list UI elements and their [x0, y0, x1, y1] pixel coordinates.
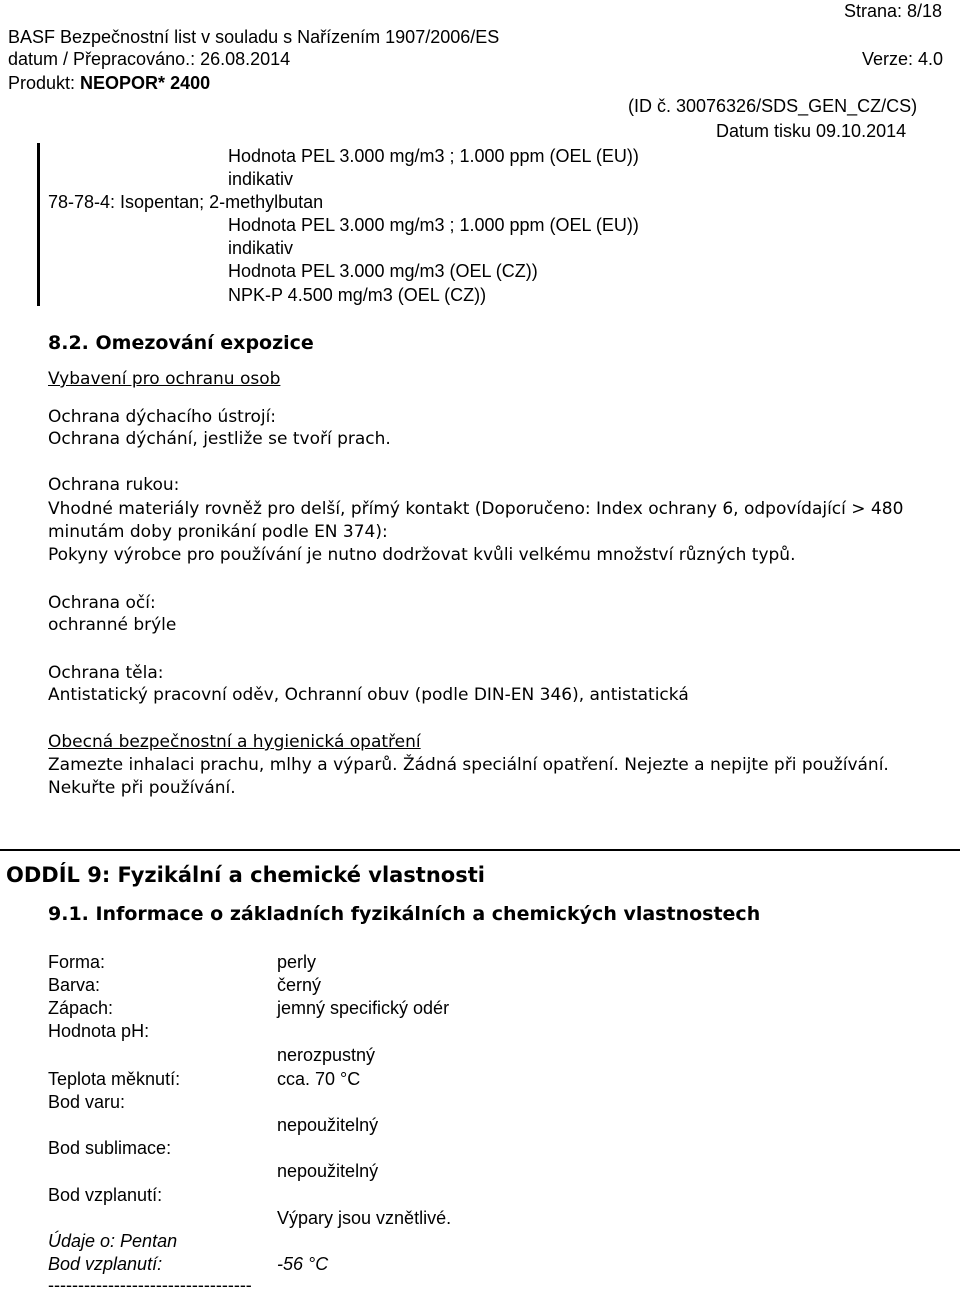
limit-line: indikativ: [228, 238, 294, 258]
version: Verze: 4.0: [862, 49, 944, 69]
hand-text: Pokyny výrobce pro používání je nutno dodržovat kvůli velkému množství různých typů.: [48, 545, 796, 565]
limit-line: Hodnota PEL 3.000 mg/m3 (OEL (CZ)): [228, 261, 538, 281]
prop-label-barva: Barva:: [48, 975, 101, 995]
eye-label: Ochrana očí:: [48, 593, 156, 613]
hygiene-text: Zamezte inhalaci prachu, mlhy a výparů. Žádná speciální opatření. Nejezte a nepijte při používání.: [48, 755, 889, 775]
product-line: [8, 72, 210, 94]
prop-value-sublimation: nepoužitelný: [277, 1161, 379, 1181]
ppe-heading: Vybavení pro ochranu osob: [48, 369, 281, 389]
body-label: Ochrana těla:: [48, 663, 164, 683]
hygiene-heading: Obecná bezpečnostní a hygienická opatření: [48, 732, 421, 752]
prop-label-pentan-flash: Bod vzplanutí:: [48, 1254, 163, 1274]
hand-label: Ochrana rukou:: [48, 475, 180, 495]
prop-label-sublimation: Bod sublimace:: [48, 1138, 172, 1158]
dash-separator: ----------------------------------: [48, 1275, 252, 1295]
section-8-2-title: 8.2. Omezování expozice: [48, 332, 314, 354]
limit-line: indikativ: [228, 169, 294, 189]
substance-line: 78-78-4: Isopentan; 2-methylbutan: [48, 192, 324, 212]
revision-date: datum / Přepracováno.: 26.08.2014: [8, 49, 291, 69]
prop-value-flash: Výpary jsou vznětlivé.: [277, 1208, 452, 1228]
prop-value-forma: perly: [277, 952, 317, 972]
prop-value-pentan-flash: -56 °C: [277, 1254, 329, 1274]
change-bar: [37, 143, 40, 306]
prop-value-ph: nerozpustný: [277, 1045, 376, 1065]
pentan-data-label: Údaje o: Pentan: [48, 1231, 178, 1251]
page-number: Strana: 8/18: [844, 1, 943, 21]
section-9-title: ODDÍL 9: Fyzikální a chemické vlastnosti: [6, 863, 485, 887]
prop-label-ph: Hodnota pH:: [48, 1021, 150, 1041]
document-id: (ID č. 30076326/SDS_GEN_CZ/CS): [628, 96, 918, 116]
respiratory-label: Ochrana dýchacího ústrojí:: [48, 407, 277, 427]
prop-label-flash: Bod vzplanutí:: [48, 1185, 163, 1205]
limit-line: NPK-P 4.500 mg/m3 (OEL (CZ)): [228, 285, 487, 305]
prop-value-boiling: nepoužitelný: [277, 1115, 379, 1135]
prop-label-forma: Forma:: [48, 952, 106, 972]
prop-value-melting: cca. 70 °C: [277, 1069, 361, 1089]
prop-label-boiling: Bod varu:: [48, 1092, 126, 1112]
respiratory-text: Ochrana dýchání, jestliže se tvoří prach.: [48, 429, 391, 449]
limit-line: Hodnota PEL 3.000 mg/m3 ; 1.000 ppm (OEL (EU)): [228, 146, 639, 166]
hand-text: Vhodné materiály rovněž pro delší, přímý kontakt (Doporučeno: Index ochrany 6, odpovídající > 480: [48, 499, 904, 519]
body-text: Antistatický pracovní oděv, Ochranní obuv (podle DIN-EN 346), antistatická: [48, 685, 689, 705]
prop-label-zapach: Zápach:: [48, 998, 114, 1018]
prop-value-zapach: jemný specifický odér: [277, 998, 450, 1018]
print-date: Datum tisku 09.10.2014: [716, 121, 907, 141]
limit-line: Hodnota PEL 3.000 mg/m3 ; 1.000 ppm (OEL (EU)): [228, 215, 639, 235]
prop-value-barva: černý: [277, 975, 322, 995]
product-label: Produkt:: [8, 73, 81, 93]
hygiene-text: Nekuřte při používání.: [48, 778, 236, 798]
section-divider: [0, 849, 960, 851]
section-9-1-title: 9.1. Informace o základních fyzikálních a chemických vlastnostech: [48, 903, 761, 925]
prop-label-melting: Teplota měknutí:: [48, 1069, 181, 1089]
product-name: NEOPOR* 2400: [80, 73, 211, 93]
hand-text: minutám doby pronikání podle EN 374):: [48, 522, 388, 542]
document-title: BASF Bezpečnostní list v souladu s Nařízením 1907/2006/ES: [8, 27, 500, 47]
eye-text: ochranné brýle: [48, 615, 177, 635]
